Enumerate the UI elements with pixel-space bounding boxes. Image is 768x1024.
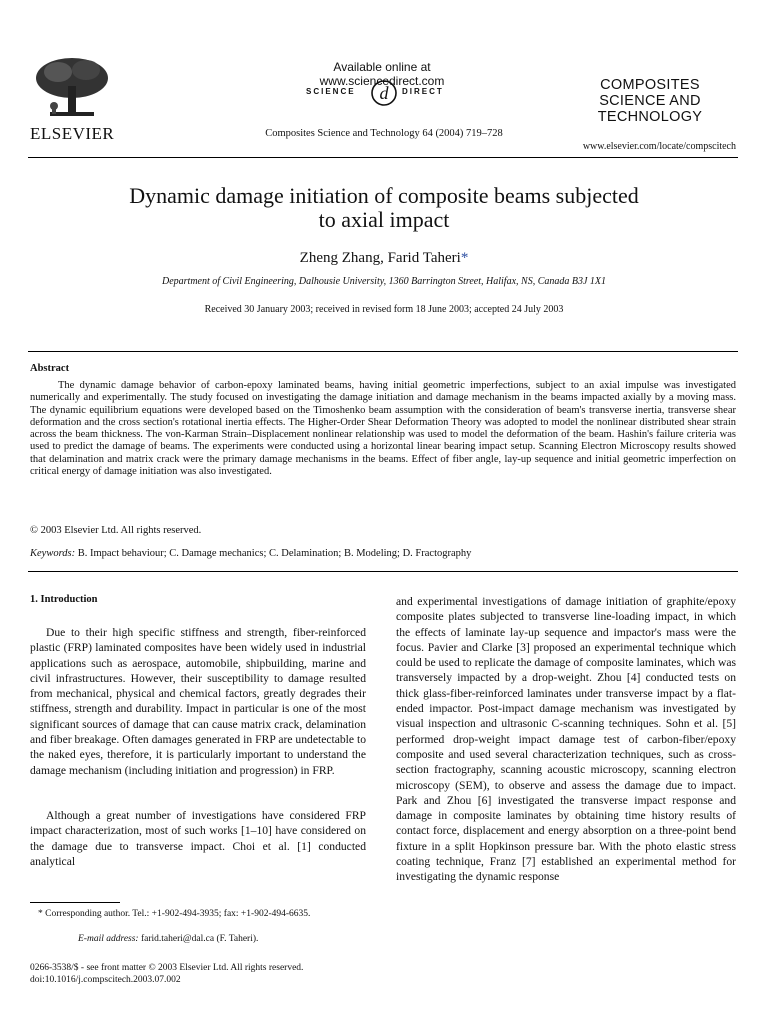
svg-text:d: d — [379, 83, 389, 103]
abstract-copyright: © 2003 Elsevier Ltd. All rights reserved. — [30, 525, 202, 536]
abstract-heading: Abstract — [30, 363, 70, 374]
authors — [0, 250, 768, 267]
intro-paragraph-2: Although a great number of investigations have considered FRP impact characterization, most of such works [1–10] have considered on the damage due to transverse impact. Choi et al. [1] conducted analytical — [30, 809, 366, 868]
journal-name-line-2: SCIENCE AND — [599, 93, 701, 109]
sd-left: SCIENCE — [306, 87, 356, 96]
elsevier-tree-logo — [30, 56, 114, 120]
journal-name-line-1: COMPOSITES — [600, 77, 700, 93]
received-dates: Received 30 January 2003; received in revised form 18 June 2003; accepted 24 July 2003 — [204, 304, 564, 315]
footnote-corresponding: * Corresponding author. Tel.: +1-902-494-3935; fax: +1-902-494-6635. — [38, 909, 311, 919]
keywords-label: Keywords: — [30, 548, 76, 559]
keywords — [30, 548, 471, 559]
title-line-1: Dynamic damage initiation of composite beams subjected — [129, 183, 639, 208]
intro-paragraph-1: Due to their high specific stiffness and strength, fiber-reinforced plastic (FRP) laminated composites have been widely used in industrial applications such as aerospace, automobile, shipbuilding, marine and civil infrastructures. However, their susceptibility to damage resulted from mechanical, physical and chemical factors, greatly degrades their stiffness, strength and durability. Impact in particular is one of the most significant sources of damage that can cause matrix crack, delamination and fiber breakage. Often damages generated in FRP are undetectable to the naked eyes, therefore, it is particularly important to understand the damage mechanism (including initiation and progression) in FRP. — [30, 626, 366, 777]
author-names: Zheng Zhang, Farid Taheri — [299, 250, 461, 266]
doi-line[interactable]: doi:10.1016/j.compscitech.2003.07.002 — [30, 975, 181, 985]
available-online-text: Available online at www.sciencedirect.com — [319, 60, 445, 88]
corresponding-author-mark[interactable]: * — [460, 250, 469, 266]
intro-right-column: and experimental investigations of damage initiation of graphite/epoxy composite plates subjected to transverse line-loading impact, in which the effects of laminate lay-up sequence and impactor's mass were the focus. Pavier and Clarke [3] proposed an experimental technique which could be used to replicate the damage of composite laminates, which was transversely impacted by a drop-weight. Zhou [4] conducted tests on thick glass-fiber-reinforced laminates under transverse impact by a flat-ended impactor. Post-impact damage mechanism was investigated by visual inspection and ultrasonic C-scanning techniques. Sohn et al. [5] performed drop-weight impact damage test of carbon-fiber/epoxy composite and used several characterization techniques, such as cross-section fractography, scanning acoustic microscopy, scanning electron microscopy (SEM), to observe and assess the damage due to impact. Park and Zhou [6] investigated the transverse impact response and damage in composite laminates by obtaining time history results of contact force, displacement and energy absorption on a three-point bend fixture in a split Hopkinson pressure bar. With the photo elastic stress coating technique, Franz [7] established an experimental method for investigating the dynamic response — [396, 595, 736, 884]
journal-name — [560, 77, 740, 125]
journal-name-line-3: TECHNOLOGY — [597, 109, 703, 125]
sd-right: DIRECT — [402, 87, 444, 96]
email-address[interactable]: farid.taheri@dal.ca (F. Taheri). — [138, 934, 259, 944]
abstract-top-rule — [28, 351, 738, 352]
abstract-bottom-rule — [28, 571, 738, 572]
sciencedirect-logo — [306, 78, 466, 108]
keywords-list: B. Impact behaviour; C. Damage mechanics; C. Delamination; B. Modeling; D. Fractography — [75, 548, 472, 559]
header-rule — [28, 157, 738, 158]
article-title — [0, 184, 768, 232]
journal-reference: Composites Science and Technology 64 (2004) 719–728 — [265, 128, 503, 139]
front-matter — [30, 962, 303, 986]
issn-line: 0266-3538/$ - see front matter © 2003 Elsevier Ltd. All rights reserved. — [30, 963, 304, 973]
footnote-email — [30, 934, 366, 944]
section-heading-introduction: 1. Introduction — [30, 594, 98, 605]
affiliation: Department of Civil Engineering, Dalhousie University, 1360 Barrington Street, Halifax, NS, Canada B3J 1X1 — [161, 276, 607, 287]
journal-url[interactable]: www.elsevier.com/locate/compscitech — [582, 141, 736, 152]
email-label: E-mail address: — [78, 934, 139, 944]
sd-at-icon — [369, 78, 399, 108]
title-line-2: to axial impact — [318, 207, 450, 232]
abstract-text: The dynamic damage behavior of carbon-epoxy laminated beams, having initial geometric imperfections, subject to an axial impulse was investigated numerically and experimentally. The study focused on investigating the damage initiation and damage mechanism in the beams impacted axially by a moving mass. The dynamic equilibrium equations were developed based on the Timoshenko beam assumption with the consideration of beam's transverse inertia, transverse shear deformation and the cross section's rotational inertia effects. The Higher-Order Shear Deformation Theory was adopted to model the nonlinear distributed shear strain across the beam thickness. The von-Karman Strain–Displacement nonlinear relationship was used to model the deformation of the beam. Hashin's failure criteria was used to predict the damage of beams. The experiments were conducted using a horizontal linear bearing impact setup. Scanning Electron Microscopy results showed that delamination and matrix crack were the primary damage mechanisms in the beams. Effect of fiber angle, lay-up sequence and initial geometric imperfection on critical energy of damage initiation was also investigated. — [30, 380, 736, 478]
footnote-rule — [30, 902, 120, 903]
publisher-name: ELSEVIER — [30, 124, 115, 143]
